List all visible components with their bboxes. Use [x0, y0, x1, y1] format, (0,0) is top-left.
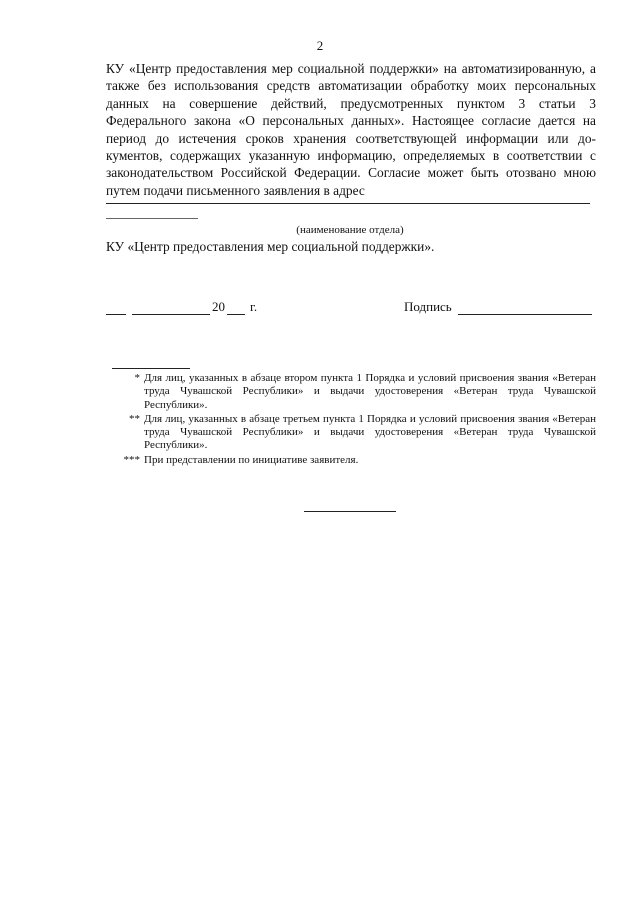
footnote-text: При представлении по инициативе заявителя.	[144, 453, 359, 466]
signature-block	[404, 299, 592, 315]
footnote-text: Для лиц, указанных в абзаце третьем пункта 1 Порядка и условий присвоения звания «Ветеран труда Чувашской Республики» и выдачи удостоверения «Ветеран труда Чувашской Республики».	[144, 412, 596, 452]
footnote-mark: *	[134, 372, 140, 384]
date-month-blank	[132, 302, 210, 315]
footnote	[108, 454, 596, 467]
footnote	[108, 413, 596, 453]
consent-paragraph: КУ «Центр предоставления мер социальной поддержки» на автоматизированную, а также без использования средств автоматизации обработку моих персональных данных на совершение действий, предусмотренных пунктом 3 статьи 3 Федерального закона «О персональных данных». Настоящее согласие дается на период до истечения сроков хранения соответствующей информации или документов, содержащих указанную информацию, определяемых в соответствии с законодательством Российской Федерации. Согласие может быть отозвано мною путем подачи письменного заявления в адрес	[106, 61, 596, 198]
footnote-separator	[112, 368, 190, 369]
footnotes	[108, 372, 596, 468]
address-fill-line	[106, 203, 590, 204]
signature-label: Подпись	[404, 299, 452, 314]
date-year-blank	[227, 302, 245, 315]
page-number: 2	[316, 38, 324, 53]
signature-blank	[458, 302, 592, 315]
footnote-mark: ***	[123, 453, 140, 466]
end-of-document-line	[304, 511, 396, 512]
date-block	[106, 299, 259, 315]
footnote-text: Для лиц, указанных в абзаце втором пункта 1 Порядка и условий присвоения звания «Ветеран труда Чувашской Республики» и выдачи удостоверения «Ветеран труда Чувашской Республики».	[144, 372, 596, 411]
closing-line: КУ «Центр предоставления мер социальной поддержки».	[106, 239, 435, 254]
footnote	[108, 372, 596, 412]
date-year-suffix: г.	[250, 299, 258, 314]
address-fill-line-continued	[106, 218, 198, 219]
date-century: 20	[212, 299, 225, 314]
date-day-blank	[106, 302, 126, 315]
department-caption: (наименование отдела)	[296, 224, 404, 236]
footnote-mark: **	[129, 412, 140, 425]
